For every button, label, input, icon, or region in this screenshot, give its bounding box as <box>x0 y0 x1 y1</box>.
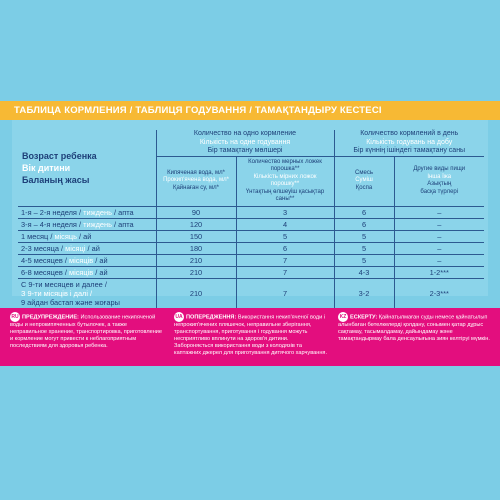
per-feeding-ua: Кількість на одне годування <box>199 138 291 146</box>
age-cell <box>18 266 156 278</box>
warning-ru <box>10 312 164 350</box>
table-title: ТАБЛИЦА КОРМЛЕНИЯ / ТАБЛИЦЯ ГОДУВАННЯ / ТАМАҚТАНДЫРУ КЕСТЕСІ <box>14 105 382 116</box>
water-cell: 90 <box>156 206 236 218</box>
water-cell: 180 <box>156 242 236 254</box>
age-ru: 2-3 месяца / <box>21 243 66 253</box>
age-kz: / апта <box>111 207 134 217</box>
ru-badge-icon: RU <box>11 314 19 320</box>
scoops-cell: 6 <box>236 242 334 254</box>
formula-cell: 5 <box>334 242 394 254</box>
formula-cell: 5 <box>334 254 394 266</box>
formula-cell: 4-3 <box>334 266 394 278</box>
age-ua: місяць <box>54 231 77 241</box>
water-cell: 210 <box>156 266 236 278</box>
formula-cell: 3-2 <box>334 278 394 308</box>
scoops-cell: 7 <box>236 278 334 308</box>
age-kz: / ай <box>76 231 92 241</box>
scoops-cell: 4 <box>236 218 334 230</box>
table-row-last <box>18 278 484 308</box>
per-day-header <box>334 130 484 156</box>
other-kz-1: Азықтың <box>427 181 452 187</box>
scoops-cell: 7 <box>236 266 334 278</box>
other-cell: 1-2*** <box>394 266 484 278</box>
other-cell: – <box>394 206 484 218</box>
other-cell: – <box>394 242 484 254</box>
formula-header <box>334 156 394 206</box>
per-feeding-ru: Количество на одно кормление <box>193 130 297 137</box>
feeding-table <box>18 130 484 308</box>
other-cell: 2-3*** <box>394 278 484 308</box>
other-ru: Другие виды пищи <box>413 166 466 172</box>
scoops-cell: 7 <box>236 254 334 266</box>
table-row <box>18 266 484 278</box>
age-ru: 6-8 месяцев / <box>21 267 69 277</box>
scoops-ua: Кількість мірних ложок порошку** <box>253 173 317 187</box>
warning-text: Қайнатылмаған суды немесе қайнатылып алынбаған бөтелкелерді қолдану, сонымен қатар дұрыс сақтамау, тасымалдамау, дайындамау және тамақтандырмау бала денсаулығына зиян келтіруі мүмкін. <box>338 314 490 343</box>
age-kz: / апта <box>111 219 134 229</box>
scoops-cell: 3 <box>236 206 334 218</box>
age-cell <box>18 230 156 242</box>
water-cell: 150 <box>156 230 236 242</box>
scoops-ru: Количество мерных ложек порошка** <box>248 158 322 172</box>
water-header <box>156 156 236 206</box>
age-header-ua: Вік дитини <box>22 162 71 173</box>
per-day-ua: Кількість годувань на добу <box>366 138 453 146</box>
kz-badge-icon: KZ <box>339 314 347 320</box>
other-cell: – <box>394 230 484 242</box>
age-ua: місяців <box>68 267 94 277</box>
water-kz: Қайнаған су, мл* <box>172 184 220 191</box>
warning-kz <box>338 312 492 343</box>
age-cell <box>18 254 156 266</box>
per-feeding-header <box>156 130 334 156</box>
table-row <box>18 218 484 230</box>
table-row <box>18 242 484 254</box>
warnings-strip <box>0 308 500 366</box>
ua-badge-icon: UA <box>175 314 183 320</box>
other-header <box>394 156 484 206</box>
background-area <box>0 366 500 500</box>
water-cell: 210 <box>156 278 236 308</box>
age-cell <box>18 206 156 218</box>
age-ua: тиждень <box>83 207 112 217</box>
other-cell: – <box>394 254 484 266</box>
age-ru: 1-я – 2-я неделя / <box>21 207 84 217</box>
age-cell <box>18 218 156 230</box>
formula-cell: 6 <box>334 218 394 230</box>
age-header-kz: Баланың жасы <box>22 174 90 185</box>
age-kz: / ай <box>85 243 100 253</box>
water-cell: 210 <box>156 254 236 266</box>
age-ua: місяці <box>65 243 86 253</box>
formula-ua: Суміш <box>355 177 373 184</box>
warning-text: Використання некип'яченої води і непрокип'ячених пляшечок, неправильне зберігання, транспортування, приготування і годування можуть несприятливо вплинути на здоров'я дитини. Забороняється використання води з колодязів та каптажних джерел для приготування дитячого харчування. <box>174 314 327 357</box>
age-cell <box>18 242 156 254</box>
warning-title: ПОПЕРЕДЖЕННЯ: <box>186 314 237 321</box>
warning-ua <box>174 312 328 357</box>
formula-cell: 6 <box>334 206 394 218</box>
per-day-kz: Бір күннің ішіндегі тамақтану саны <box>353 147 466 154</box>
age-ua: місяців <box>68 255 94 265</box>
age-kz: / ай <box>93 255 108 265</box>
age-ru: С 9-ти месяцев и далее / <box>21 279 107 289</box>
warning-title: ЕСКЕРТУ: <box>350 314 378 321</box>
age-ua: тиждень <box>83 219 112 229</box>
age-cell <box>18 278 156 308</box>
age-header-ru: Возраст ребенка <box>22 150 97 161</box>
age-kz: / ай <box>93 267 108 277</box>
per-feeding-kz: Бір тамақтану мөлшері <box>207 147 283 154</box>
formula-cell: 5 <box>334 230 394 242</box>
age-ua: З 9-ти місяців і далі / <box>21 288 93 298</box>
age-ru: 1 месяц / <box>21 231 55 241</box>
scoops-kz: Үнтақтың өлшеуіш қасықтар саны** <box>245 188 325 202</box>
age-kz: 9 айдан бастап және жоғары <box>21 297 120 307</box>
age-ru: 3-я – 4-я неделя / <box>21 219 84 229</box>
warning-text: Использование некипяченой воды и непрокипяченных бутылочек, а также неправильное хранение, транспортировка, приготовление и кормление могут привести к неблагоприятным последствиям для здоровья ребенка. <box>10 314 163 350</box>
water-ru: Кипяченая вода, мл* <box>167 169 225 176</box>
water-cell: 120 <box>156 218 236 230</box>
formula-kz: Қоспа <box>355 184 373 191</box>
header-row-1 <box>18 130 484 156</box>
age-ru: 4-5 месяцев / <box>21 255 69 265</box>
warning-title: ПРЕДУПРЕЖДЕНИЕ: <box>22 314 79 321</box>
table-row <box>18 206 484 218</box>
age-header <box>18 130 156 206</box>
title-band <box>0 101 500 120</box>
table-row <box>18 230 484 242</box>
other-kz-2: басқа түрлері <box>420 188 459 195</box>
table-row <box>18 254 484 266</box>
other-cell: – <box>394 218 484 230</box>
other-ua: Інша їжа <box>427 173 452 180</box>
scoops-header <box>236 156 334 206</box>
formula-ru: Смесь <box>355 169 373 176</box>
per-day-ru: Количество кормлений в день <box>360 130 459 137</box>
scoops-cell: 5 <box>236 230 334 242</box>
water-ua: Прокип'ячена вода, мл* <box>163 177 229 184</box>
